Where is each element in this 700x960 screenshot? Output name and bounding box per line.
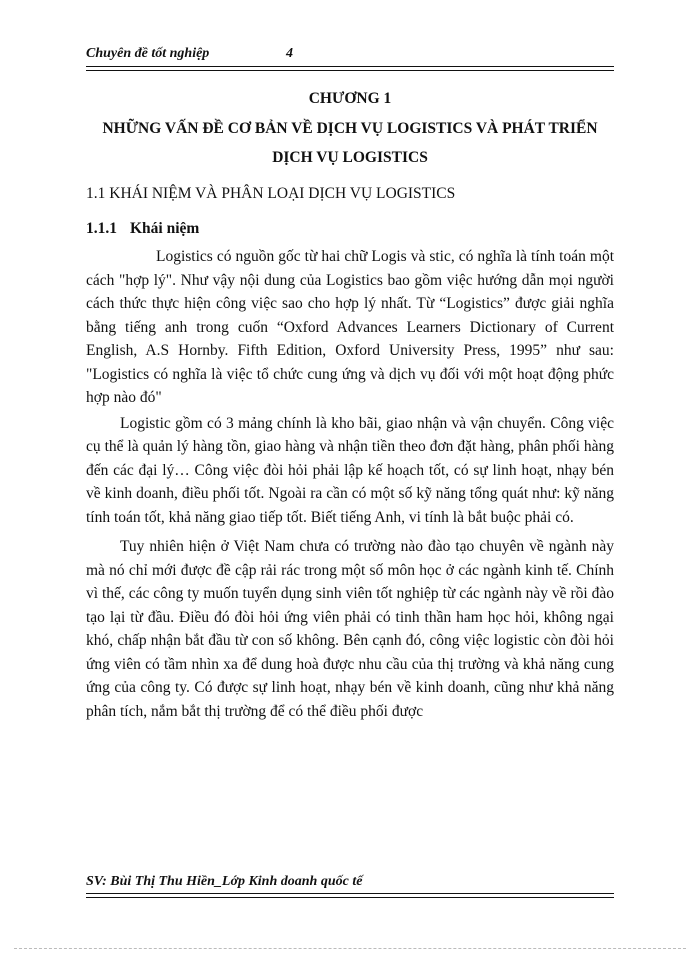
chapter-label: CHƯƠNG 1 bbox=[308, 90, 392, 107]
chapter-title-line1: NHỮNG VẤN ĐỀ CƠ BẢN VỀ DỊCH VỤ LOGISTICS VÀ PHÁT TRIỂN bbox=[102, 120, 598, 137]
header-title: Chuyên đề tốt nghiệp bbox=[86, 46, 210, 61]
page-number: 4 bbox=[286, 46, 293, 61]
page-break-line bbox=[14, 948, 686, 949]
section-heading: 1.1 KHÁI NIỆM VÀ PHÂN LOẠI DỊCH VỤ LOGISTICS bbox=[86, 185, 456, 202]
subsection-title: Khái niệm bbox=[130, 220, 200, 237]
footer-rule bbox=[86, 893, 614, 898]
body-text bbox=[86, 245, 614, 723]
page-header bbox=[86, 44, 614, 64]
subsection-heading bbox=[86, 220, 199, 238]
paragraph-3: Tuy nhiên hiện ở Việt Nam chưa có trường nào đào tạo chuyên về ngành này mà nó chỉ mới được đề cập rải rác trong một số môn học ở các ngành kinh tế. Chính vì thế, các công ty muốn tuyển dụng sinh viên tốt nghiệp từ các ngành này về rồi đào tạo lại từ đầu. Điều đó đòi hỏi ứng viên phải có tinh thần ham học hỏi, không ngại khó, chấp nhận bắt đầu từ con số không. Bên cạnh đó, công việc logistic còn đòi hỏi ứng viên có tầm nhìn xa để dung hoà được nhu cầu của thị trường và khả năng cung ứng của công ty. Có được sự linh hoạt, nhạy bén về kinh doanh, cũng như khả năng phân tích, nắm bắt thị trường để có thể điều phối được bbox=[86, 538, 614, 720]
paragraph-2: Logistic gồm có 3 mảng chính là kho bãi, giao nhận và vận chuyển. Công việc cụ thể là quản lý hàng tồn, giao hàng và nhận tiền theo đơn đặt hàng, phân phối hàng đến các đại lý… Công việc đòi hỏi phải lập kế hoạch tốt, có sự linh hoạt, nhạy bén về kinh doanh, điều phối tốt. Ngoài ra cần có một số kỹ năng tổng quát như: kỹ năng tính toán tốt, khả năng giao tiếp tốt. Biết tiếng Anh, vi tính là bắt buộc phải có. bbox=[86, 414, 614, 526]
header-rule bbox=[86, 66, 614, 71]
subsection-number: 1.1.1 bbox=[86, 220, 117, 237]
paragraph-1: Logistics có nguồn gốc từ hai chữ Logis và stic, có nghĩa là tính toán một cách "hợp lý". Như vậy nội dung của Logistics bao gồm việc hướng dẫn mọi người cách thức thực hiện công việc sao cho hợp lý nhất. Từ “Logistics” được giải nghĩa bằng tiếng anh trong cuốn “Oxford Advances Learners Dictionary of Current English, A.S Hornby. Fifth Edition, Oxford University Press, 1995” như sau: "Logistics có nghĩa là việc tổ chức cung ứng và dịch vụ đối với một hoạt động phức hợp nào đó" bbox=[86, 248, 614, 406]
page-footer: SV: Bùi Thị Thu Hiền_Lớp Kinh doanh quốc tế bbox=[86, 874, 363, 889]
chapter-title-line2: DỊCH VỤ LOGISTICS bbox=[272, 149, 428, 166]
